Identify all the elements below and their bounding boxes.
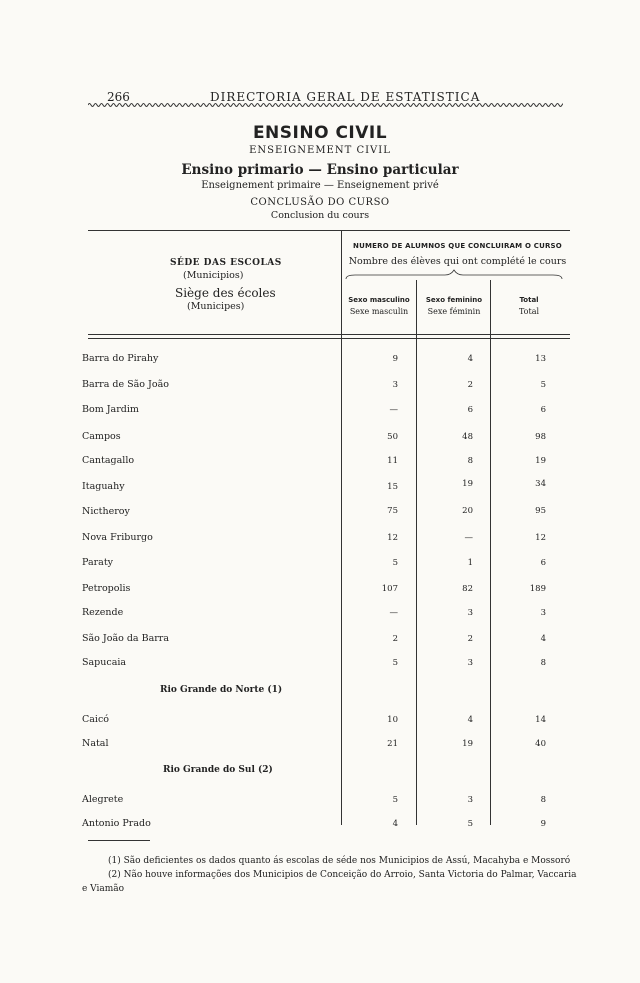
- row-place: Itaguahy: [82, 481, 125, 492]
- row-male: 9: [392, 354, 398, 364]
- row-male: 50: [387, 432, 398, 442]
- row-total: 9: [540, 819, 546, 829]
- row-place: Alegrete: [82, 794, 124, 805]
- row-female: 82: [462, 584, 473, 594]
- row-male: 15: [387, 482, 398, 492]
- row-place: São João da Barra: [82, 633, 169, 644]
- row-place: Sapucaia: [82, 657, 127, 668]
- section-heading: Rio Grande do Norte (1): [160, 685, 283, 695]
- footnote-1: (1) São deficientes os dados quanto ás escolas de séde nos Municipios de Assú, Macahyba e Mossoró: [108, 856, 571, 866]
- table-top-rule: [88, 230, 570, 231]
- row-total: 34: [535, 479, 546, 489]
- row-male: 10: [387, 715, 398, 725]
- row-female: 8: [467, 456, 473, 466]
- row-male: 5: [392, 558, 398, 568]
- main-title-fr: ENSEIGNEMENT CIVIL: [249, 145, 391, 156]
- col-place-pt-sub: (Municipios): [183, 270, 244, 281]
- row-male: 5: [392, 795, 398, 805]
- wavy-rule: [88, 101, 563, 109]
- row-female: 3: [467, 658, 473, 668]
- sub-total-pt: Total: [519, 296, 539, 304]
- section-title-fr: Enseignement primaire — Enseignement privé: [201, 180, 439, 191]
- row-place: Rezende: [82, 607, 124, 618]
- row-place: Nova Friburgo: [82, 532, 153, 543]
- row-male: 2: [392, 634, 398, 644]
- col-place-fr-sub: (Municipes): [187, 301, 245, 312]
- row-female: 48: [462, 432, 473, 442]
- row-place: Antonio Prado: [82, 818, 151, 829]
- page-number: 266: [107, 90, 130, 104]
- subject-title-fr: Conclusion du cours: [270, 210, 370, 221]
- row-female: 2: [467, 634, 473, 644]
- header-bottom-rule-2: [88, 338, 570, 339]
- row-male: 75: [387, 506, 398, 516]
- row-female: 6: [467, 405, 473, 415]
- col-place-fr: Siège des écoles: [175, 286, 276, 300]
- sub-female-fr: Sexe féminin: [427, 307, 481, 316]
- row-female: 4: [467, 354, 473, 364]
- row-total: 6: [540, 558, 546, 568]
- sub-male-pt: Sexo masculino: [348, 296, 410, 304]
- section-title: Ensino primario — Ensino particular: [181, 162, 459, 178]
- row-female: 3: [467, 795, 473, 805]
- row-total: 19: [535, 456, 546, 466]
- footnote-2: (2) Não houve informações dos Municipios de Conceição do Arroio, Santa Victoria do Palmar, Vaccaria: [108, 870, 577, 880]
- row-male: 11: [387, 456, 398, 466]
- sub-total-fr: Total: [518, 307, 540, 316]
- row-total: 6: [540, 405, 546, 415]
- row-female: 19: [462, 479, 473, 489]
- group-header-fr: Nombre des élèves qui ont complété le cours: [348, 256, 567, 267]
- row-total: 5: [540, 380, 546, 390]
- row-place: Natal: [82, 738, 109, 749]
- row-female: 19: [462, 739, 473, 749]
- subject-title: CONCLUSÃO DO CURSO: [250, 197, 390, 208]
- row-total: 14: [535, 715, 546, 725]
- row-place: Caicó: [82, 714, 110, 725]
- row-male: 4: [392, 819, 398, 829]
- footnote-2-cont: e Viamão: [82, 884, 125, 894]
- section-heading: Rio Grande do Sul (2): [163, 765, 273, 775]
- row-place: Barra do Pirahy: [82, 353, 159, 364]
- brace-icon: [345, 267, 563, 281]
- row-place: Cantagallo: [82, 455, 135, 466]
- row-total: 8: [540, 658, 546, 668]
- row-place: Barra de São João: [82, 379, 169, 390]
- group-header-pt: NUMERO DE ALUMNOS QUE CONCLUIRAM O CURSO: [353, 242, 562, 250]
- row-female: —: [464, 533, 473, 543]
- row-total: 8: [540, 795, 546, 805]
- row-male: 12: [387, 533, 398, 543]
- row-total: 3: [540, 608, 546, 618]
- footnote-rule: [88, 840, 150, 841]
- row-male: 107: [381, 584, 398, 594]
- row-male: 3: [392, 380, 398, 390]
- row-male: 5: [392, 658, 398, 668]
- row-place: Campos: [82, 431, 121, 442]
- row-total: 189: [529, 584, 546, 594]
- row-total: 95: [535, 506, 546, 516]
- row-total: 40: [535, 739, 546, 749]
- col-divider-1: [341, 231, 342, 825]
- row-place: Petropolis: [82, 583, 131, 594]
- header-bottom-rule: [88, 334, 570, 335]
- row-place: Bom Jardim: [82, 404, 139, 415]
- row-male: —: [389, 405, 398, 415]
- row-total: 4: [540, 634, 546, 644]
- row-female: 20: [462, 506, 473, 516]
- row-total: 13: [535, 354, 546, 364]
- row-female: 2: [467, 380, 473, 390]
- row-total: 12: [535, 533, 546, 543]
- row-male: 21: [387, 739, 398, 749]
- row-place: Paraty: [82, 557, 114, 568]
- row-female: 1: [467, 558, 473, 568]
- sub-female-pt: Sexo feminino: [425, 296, 483, 304]
- running-title: DIRECTORIA GERAL DE ESTATISTICA: [210, 90, 481, 104]
- col-place-pt: SÉDE DAS ESCOLAS: [170, 258, 282, 268]
- sub-male-fr: Sexe masculin: [349, 307, 409, 316]
- row-female: 4: [467, 715, 473, 725]
- row-female: 3: [467, 608, 473, 618]
- row-male: —: [389, 608, 398, 618]
- row-total: 98: [535, 432, 546, 442]
- main-title: ENSINO CIVIL: [252, 123, 388, 143]
- row-female: 5: [467, 819, 473, 829]
- row-place: Nictheroy: [82, 506, 130, 517]
